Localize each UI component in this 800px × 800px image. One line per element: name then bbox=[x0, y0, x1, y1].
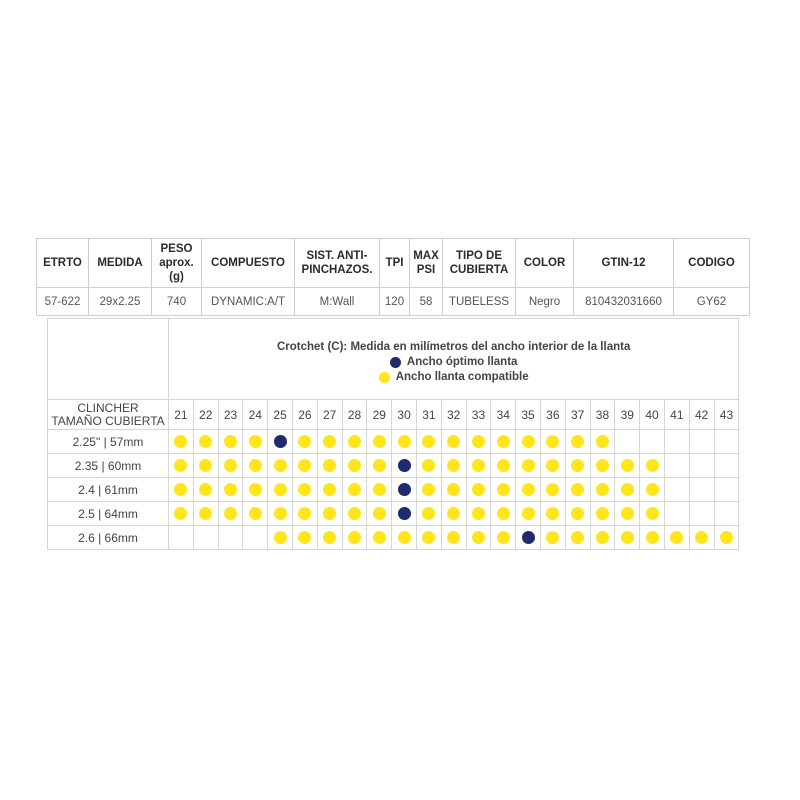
spec-header-0: ETRTO bbox=[37, 239, 89, 288]
legend-cell bbox=[169, 319, 739, 400]
width-header-34: 34 bbox=[491, 400, 516, 430]
compatible-dot bbox=[522, 459, 535, 472]
compatible-dot bbox=[174, 459, 187, 472]
compatible-dot bbox=[447, 531, 460, 544]
compat-cell-21 bbox=[169, 502, 194, 526]
compat-cell-37 bbox=[565, 502, 590, 526]
spec-value-1: 29x2.25 bbox=[89, 288, 152, 316]
compat-cell-43 bbox=[714, 526, 739, 550]
spec-header-10: CODIGO bbox=[674, 239, 750, 288]
compat-cell-21 bbox=[169, 526, 194, 550]
compatible-dot bbox=[621, 531, 634, 544]
spec-header-6: MAX PSI bbox=[410, 239, 443, 288]
compat-cell-42 bbox=[689, 454, 714, 478]
compat-cell-32 bbox=[441, 526, 466, 550]
compatible-dot bbox=[348, 459, 361, 472]
compat-cell-33 bbox=[466, 526, 491, 550]
compatible-dot bbox=[646, 483, 659, 496]
compatible-dot bbox=[373, 507, 386, 520]
compatible-dot bbox=[422, 507, 435, 520]
compatible-dot bbox=[621, 459, 634, 472]
compat-cell-42 bbox=[689, 502, 714, 526]
compatible-dot bbox=[596, 459, 609, 472]
tire-size-row bbox=[48, 502, 739, 526]
compat-cell-42 bbox=[689, 478, 714, 502]
width-header-35: 35 bbox=[516, 400, 541, 430]
compat-cell-21 bbox=[169, 454, 194, 478]
compatible-dot bbox=[621, 507, 634, 520]
compat-cell-27 bbox=[317, 430, 342, 454]
width-header-39: 39 bbox=[615, 400, 640, 430]
width-header-32: 32 bbox=[441, 400, 466, 430]
optimal-dot-icon bbox=[390, 357, 401, 368]
compat-cell-30 bbox=[392, 502, 417, 526]
compatible-dot bbox=[571, 435, 584, 448]
compatible-dot bbox=[224, 459, 237, 472]
width-header-38: 38 bbox=[590, 400, 615, 430]
compat-cell-35 bbox=[516, 478, 541, 502]
width-header-24: 24 bbox=[243, 400, 268, 430]
compat-cell-30 bbox=[392, 478, 417, 502]
compatible-dot bbox=[670, 531, 683, 544]
compat-cell-41 bbox=[664, 526, 689, 550]
compatible-dot bbox=[472, 507, 485, 520]
compatible-dot bbox=[323, 435, 336, 448]
compatible-dot bbox=[323, 507, 336, 520]
spec-header-9: GTIN-12 bbox=[574, 239, 674, 288]
compatible-dot bbox=[274, 483, 287, 496]
compat-cell-34 bbox=[491, 430, 516, 454]
compatible-dot bbox=[249, 507, 262, 520]
compat-cell-38 bbox=[590, 454, 615, 478]
width-header-40: 40 bbox=[640, 400, 665, 430]
optimal-dot bbox=[522, 531, 535, 544]
compatible-dot bbox=[447, 435, 460, 448]
width-header-43: 43 bbox=[714, 400, 739, 430]
spec-header-5: TPI bbox=[380, 239, 410, 288]
compat-cell-42 bbox=[689, 526, 714, 550]
compat-cell-33 bbox=[466, 430, 491, 454]
spec-value-2: 740 bbox=[152, 288, 202, 316]
compatible-dot bbox=[497, 459, 510, 472]
compatible-dot bbox=[348, 483, 361, 496]
compat-cell-29 bbox=[367, 478, 392, 502]
spec-table bbox=[36, 238, 750, 316]
compat-cell-35 bbox=[516, 526, 541, 550]
compat-cell-25 bbox=[268, 454, 293, 478]
spec-header-1: MEDIDA bbox=[89, 239, 152, 288]
blank-corner-cell bbox=[48, 319, 169, 400]
compat-cell-23 bbox=[218, 478, 243, 502]
compat-cell-41 bbox=[664, 454, 689, 478]
optimal-dot bbox=[398, 507, 411, 520]
compatible-dot bbox=[298, 483, 311, 496]
width-header-30: 30 bbox=[392, 400, 417, 430]
spec-value-6: 58 bbox=[410, 288, 443, 316]
compatible-dot bbox=[224, 483, 237, 496]
compatible-dot bbox=[447, 459, 460, 472]
compatible-dot bbox=[274, 459, 287, 472]
tire-size-row bbox=[48, 478, 739, 502]
tire-size-label: 2.6 | 66mm bbox=[48, 526, 169, 550]
compatible-dot bbox=[497, 483, 510, 496]
compat-cell-25 bbox=[268, 430, 293, 454]
compat-cell-36 bbox=[540, 478, 565, 502]
compat-cell-25 bbox=[268, 502, 293, 526]
compatible-dot bbox=[497, 507, 510, 520]
tire-size-label: 2.25" | 57mm bbox=[48, 430, 169, 454]
compatible-dot bbox=[199, 507, 212, 520]
spec-value-7: TUBELESS bbox=[443, 288, 516, 316]
compat-cell-38 bbox=[590, 478, 615, 502]
spec-value-9: 810432031660 bbox=[574, 288, 674, 316]
width-header-25: 25 bbox=[268, 400, 293, 430]
compat-cell-24 bbox=[243, 526, 268, 550]
compatible-dot bbox=[373, 435, 386, 448]
spec-value-4: M:Wall bbox=[295, 288, 380, 316]
width-header-42: 42 bbox=[689, 400, 714, 430]
width-header-41: 41 bbox=[664, 400, 689, 430]
compat-cell-21 bbox=[169, 430, 194, 454]
compatible-dot bbox=[373, 483, 386, 496]
compatible-dot bbox=[323, 531, 336, 544]
compatible-dot bbox=[447, 507, 460, 520]
compat-cell-37 bbox=[565, 526, 590, 550]
compat-cell-27 bbox=[317, 502, 342, 526]
compatible-dot bbox=[571, 483, 584, 496]
compat-cell-39 bbox=[615, 502, 640, 526]
compat-cell-28 bbox=[342, 430, 367, 454]
compat-cell-22 bbox=[193, 502, 218, 526]
compat-cell-35 bbox=[516, 502, 541, 526]
clincher-size-header: CLINCHER TAMAÑO CUBIERTA bbox=[48, 400, 169, 430]
compatible-dot bbox=[323, 459, 336, 472]
compatible-dot bbox=[373, 531, 386, 544]
compat-cell-33 bbox=[466, 502, 491, 526]
compatible-dot bbox=[348, 531, 361, 544]
compat-cell-37 bbox=[565, 478, 590, 502]
compat-cell-28 bbox=[342, 502, 367, 526]
compat-cell-39 bbox=[615, 478, 640, 502]
compat-cell-28 bbox=[342, 478, 367, 502]
spec-header-row bbox=[37, 239, 750, 288]
compat-cell-25 bbox=[268, 526, 293, 550]
compat-cell-38 bbox=[590, 430, 615, 454]
compat-cell-26 bbox=[292, 454, 317, 478]
compatible-dot bbox=[422, 435, 435, 448]
width-header-row bbox=[48, 400, 739, 430]
spec-header-3: COMPUESTO bbox=[202, 239, 295, 288]
legend-optimal bbox=[390, 356, 518, 368]
compatible-dot bbox=[274, 531, 287, 544]
width-header-23: 23 bbox=[218, 400, 243, 430]
compat-cell-41 bbox=[664, 430, 689, 454]
compat-cell-40 bbox=[640, 430, 665, 454]
spec-value-8: Negro bbox=[516, 288, 574, 316]
compatible-dot bbox=[249, 435, 262, 448]
compat-cell-30 bbox=[392, 526, 417, 550]
compatible-dot bbox=[174, 483, 187, 496]
compatible-dot-icon bbox=[379, 372, 390, 383]
compat-cell-32 bbox=[441, 430, 466, 454]
compat-cell-31 bbox=[416, 430, 441, 454]
compat-cell-36 bbox=[540, 502, 565, 526]
compat-cell-23 bbox=[218, 430, 243, 454]
width-header-37: 37 bbox=[565, 400, 590, 430]
compatible-dot bbox=[546, 507, 559, 520]
compat-cell-36 bbox=[540, 526, 565, 550]
compatible-dot bbox=[596, 507, 609, 520]
compat-cell-38 bbox=[590, 502, 615, 526]
compat-cell-27 bbox=[317, 478, 342, 502]
compat-cell-22 bbox=[193, 454, 218, 478]
compatible-dot bbox=[596, 435, 609, 448]
compatible-dot bbox=[398, 435, 411, 448]
legend-row bbox=[48, 319, 739, 400]
spec-value-row bbox=[37, 288, 750, 316]
compat-cell-23 bbox=[218, 502, 243, 526]
compat-cell-28 bbox=[342, 526, 367, 550]
compat-cell-42 bbox=[689, 430, 714, 454]
compat-cell-26 bbox=[292, 478, 317, 502]
compatible-dot bbox=[298, 507, 311, 520]
compat-cell-40 bbox=[640, 526, 665, 550]
tire-size-row bbox=[48, 526, 739, 550]
compat-cell-32 bbox=[441, 502, 466, 526]
width-header-36: 36 bbox=[540, 400, 565, 430]
compatible-dot bbox=[373, 459, 386, 472]
compat-cell-32 bbox=[441, 454, 466, 478]
compat-cell-30 bbox=[392, 430, 417, 454]
compat-cell-37 bbox=[565, 430, 590, 454]
compatible-dot bbox=[720, 531, 733, 544]
compat-cell-34 bbox=[491, 478, 516, 502]
compat-cell-23 bbox=[218, 454, 243, 478]
compatible-dot bbox=[596, 483, 609, 496]
compatible-dot bbox=[174, 507, 187, 520]
compatible-dot bbox=[249, 483, 262, 496]
compatible-dot bbox=[199, 483, 212, 496]
compat-cell-33 bbox=[466, 478, 491, 502]
spec-value-5: 120 bbox=[380, 288, 410, 316]
compat-cell-31 bbox=[416, 502, 441, 526]
compat-cell-26 bbox=[292, 502, 317, 526]
compatible-dot bbox=[472, 483, 485, 496]
compatible-dot bbox=[422, 531, 435, 544]
compatible-dot bbox=[224, 507, 237, 520]
compat-cell-29 bbox=[367, 526, 392, 550]
compat-cell-24 bbox=[243, 430, 268, 454]
width-header-31: 31 bbox=[416, 400, 441, 430]
compatible-dot bbox=[497, 435, 510, 448]
compatible-dot bbox=[298, 435, 311, 448]
compat-cell-22 bbox=[193, 430, 218, 454]
compat-cell-41 bbox=[664, 502, 689, 526]
compat-cell-40 bbox=[640, 478, 665, 502]
compatible-dot bbox=[398, 531, 411, 544]
optimal-dot bbox=[274, 435, 287, 448]
compatible-dot bbox=[224, 435, 237, 448]
compatible-dot bbox=[695, 531, 708, 544]
legend-optimal-label: Ancho óptimo llanta bbox=[406, 356, 518, 368]
compatible-dot bbox=[249, 459, 262, 472]
compatible-dot bbox=[571, 531, 584, 544]
compat-cell-36 bbox=[540, 454, 565, 478]
compatible-dot bbox=[199, 459, 212, 472]
compat-cell-31 bbox=[416, 478, 441, 502]
compatible-dot bbox=[522, 435, 535, 448]
compatible-dot bbox=[472, 531, 485, 544]
compatible-dot bbox=[472, 435, 485, 448]
compatible-dot bbox=[348, 507, 361, 520]
width-header-28: 28 bbox=[342, 400, 367, 430]
compatible-dot bbox=[522, 483, 535, 496]
compat-cell-30 bbox=[392, 454, 417, 478]
width-header-22: 22 bbox=[193, 400, 218, 430]
tire-size-label: 2.5 | 64mm bbox=[48, 502, 169, 526]
compat-cell-22 bbox=[193, 526, 218, 550]
compat-cell-39 bbox=[615, 526, 640, 550]
compatible-dot bbox=[571, 507, 584, 520]
spec-value-10: GY62 bbox=[674, 288, 750, 316]
width-header-29: 29 bbox=[367, 400, 392, 430]
compatible-dot bbox=[323, 483, 336, 496]
spec-value-3: DYNAMIC:A/T bbox=[202, 288, 295, 316]
compat-cell-40 bbox=[640, 454, 665, 478]
compat-cell-27 bbox=[317, 526, 342, 550]
compat-cell-39 bbox=[615, 430, 640, 454]
compatible-dot bbox=[274, 507, 287, 520]
compat-cell-29 bbox=[367, 502, 392, 526]
compat-cell-26 bbox=[292, 430, 317, 454]
compat-cell-40 bbox=[640, 502, 665, 526]
spec-header-8: COLOR bbox=[516, 239, 574, 288]
compatible-dot bbox=[646, 507, 659, 520]
spec-header-7: TIPO DE CUBIERTA bbox=[443, 239, 516, 288]
compat-cell-29 bbox=[367, 430, 392, 454]
compatible-dot bbox=[199, 435, 212, 448]
compat-cell-31 bbox=[416, 454, 441, 478]
compatible-dot bbox=[422, 459, 435, 472]
compatible-dot bbox=[447, 483, 460, 496]
width-header-27: 27 bbox=[317, 400, 342, 430]
compat-cell-24 bbox=[243, 502, 268, 526]
width-header-26: 26 bbox=[292, 400, 317, 430]
compat-cell-25 bbox=[268, 478, 293, 502]
compat-cell-24 bbox=[243, 454, 268, 478]
tire-size-row bbox=[48, 454, 739, 478]
spec-header-2: PESO aprox. (g) bbox=[152, 239, 202, 288]
compat-cell-33 bbox=[466, 454, 491, 478]
width-header-21: 21 bbox=[169, 400, 194, 430]
width-header-33: 33 bbox=[466, 400, 491, 430]
compatible-dot bbox=[546, 435, 559, 448]
optimal-dot bbox=[398, 483, 411, 496]
compatible-dot bbox=[298, 531, 311, 544]
optimal-dot bbox=[398, 459, 411, 472]
compat-cell-35 bbox=[516, 454, 541, 478]
legend-title: Crotchet (C): Medida en milímetros del ancho interior de la llanta bbox=[276, 341, 631, 353]
legend-compatible-label: Ancho llanta compatible bbox=[395, 371, 529, 383]
compatible-dot bbox=[348, 435, 361, 448]
compatibility-grid bbox=[47, 318, 739, 550]
compatible-dot bbox=[298, 459, 311, 472]
compat-cell-35 bbox=[516, 430, 541, 454]
compatible-dot bbox=[621, 483, 634, 496]
compatible-dot bbox=[472, 459, 485, 472]
compat-cell-21 bbox=[169, 478, 194, 502]
compat-cell-43 bbox=[714, 502, 739, 526]
tire-size-label: 2.4 | 61mm bbox=[48, 478, 169, 502]
compatible-dot bbox=[646, 459, 659, 472]
compat-cell-23 bbox=[218, 526, 243, 550]
compatible-dot bbox=[546, 459, 559, 472]
compatible-dot bbox=[546, 483, 559, 496]
spec-value-0: 57-622 bbox=[37, 288, 89, 316]
compat-cell-24 bbox=[243, 478, 268, 502]
legend-compatible bbox=[379, 371, 529, 383]
compat-cell-37 bbox=[565, 454, 590, 478]
compat-cell-36 bbox=[540, 430, 565, 454]
compatible-dot bbox=[571, 459, 584, 472]
compatible-dot bbox=[522, 507, 535, 520]
compat-cell-22 bbox=[193, 478, 218, 502]
compat-cell-34 bbox=[491, 502, 516, 526]
compat-cell-26 bbox=[292, 526, 317, 550]
compatible-dot bbox=[497, 531, 510, 544]
compat-cell-28 bbox=[342, 454, 367, 478]
compat-cell-43 bbox=[714, 430, 739, 454]
compatible-dot bbox=[422, 483, 435, 496]
tire-size-row bbox=[48, 430, 739, 454]
compat-cell-38 bbox=[590, 526, 615, 550]
compat-cell-32 bbox=[441, 478, 466, 502]
compatible-dot bbox=[546, 531, 559, 544]
compat-cell-31 bbox=[416, 526, 441, 550]
compatible-dot bbox=[174, 435, 187, 448]
compatible-dot bbox=[596, 531, 609, 544]
compat-cell-29 bbox=[367, 454, 392, 478]
compat-cell-41 bbox=[664, 478, 689, 502]
tire-size-label: 2.35 | 60mm bbox=[48, 454, 169, 478]
compat-cell-39 bbox=[615, 454, 640, 478]
compatible-dot bbox=[646, 531, 659, 544]
compat-cell-43 bbox=[714, 478, 739, 502]
compat-cell-43 bbox=[714, 454, 739, 478]
spec-header-4: SIST. ANTI- PINCHAZOS. bbox=[295, 239, 380, 288]
legend bbox=[169, 335, 738, 383]
compat-cell-34 bbox=[491, 526, 516, 550]
compat-cell-27 bbox=[317, 454, 342, 478]
compat-cell-34 bbox=[491, 454, 516, 478]
